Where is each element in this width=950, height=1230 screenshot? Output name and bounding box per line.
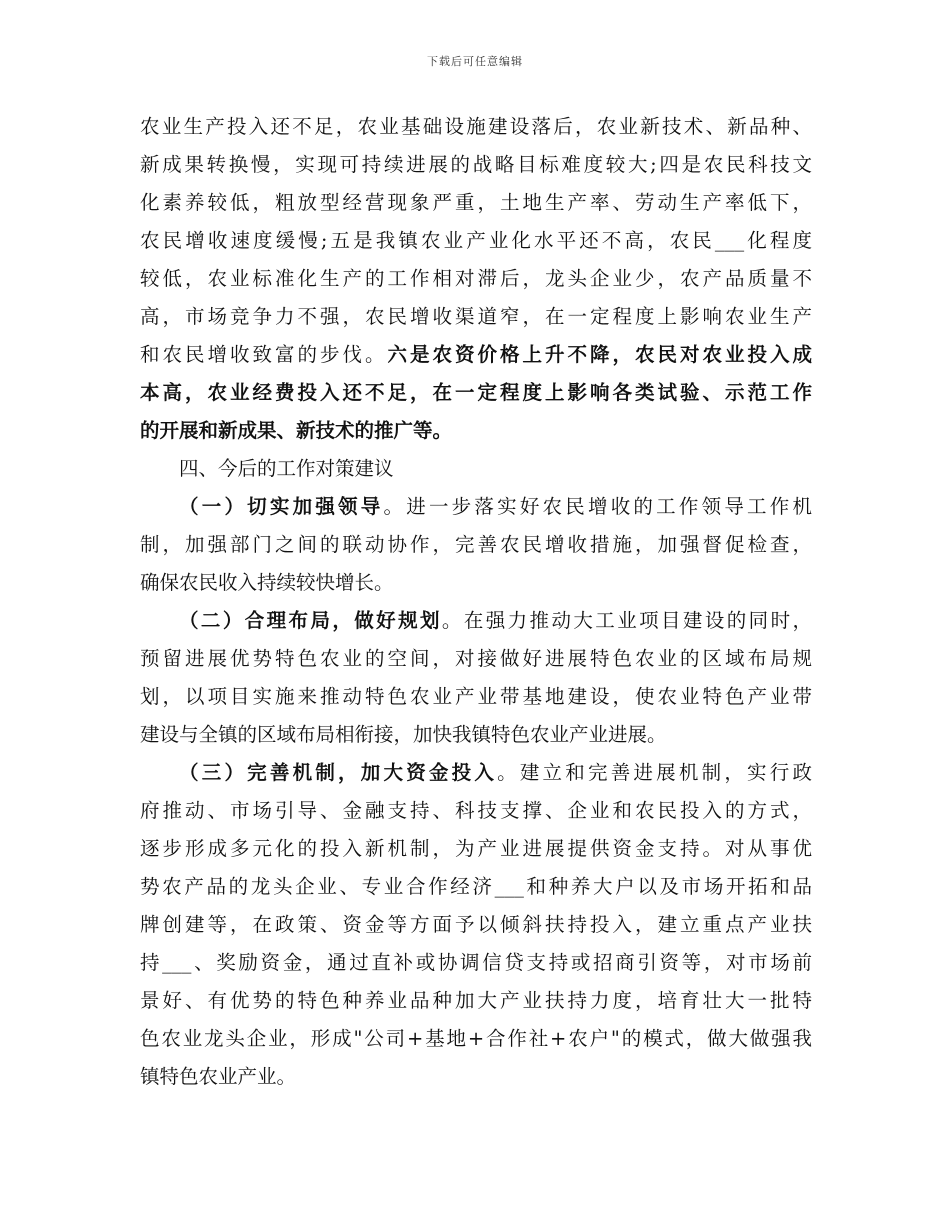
text-segment: 府推动、市场引导、金融支持、科技支撑、企业和农民投入的方式，	[140, 799, 812, 822]
text-segment: 较低，农业标准化生产的工作相对滞后，龙头企业少，农产品质量不	[140, 267, 812, 290]
text-segment: 农业生产投入还不足，农业基础设施建设落后，农业新技术、新品种、	[140, 115, 812, 138]
text-segment: 。进一步落实好农民增收的工作领导工作机	[383, 495, 812, 518]
text-segment: 确保农民收入持续较快增长。	[140, 571, 394, 594]
text-line	[140, 488, 812, 526]
text-segment: 持___、奖励资金，通过直补或协调信贷支持或招商引资等，对市场前	[140, 951, 812, 974]
text-segment: 和农民增收致富的步伐。	[140, 343, 388, 366]
text-line	[140, 906, 812, 944]
text-line	[140, 982, 812, 1020]
text-segment: 。在强力推动大工业项目建设的同时，	[441, 609, 812, 632]
text-line	[140, 830, 812, 868]
text-line	[140, 678, 812, 716]
text-segment: 农民增收速度缓慢;五是我镇农业产业化水平还不高，农民___化程度	[140, 229, 812, 252]
text-segment: 新成果转换慢，实现可持续进展的战略目标难度较大;四是农民科技文	[140, 153, 812, 176]
text-line	[140, 108, 812, 146]
document-body	[140, 108, 812, 1096]
text-segment: 建设与全镇的区域布局相衔接，加快我镇特色农业产业进展。	[140, 723, 667, 746]
text-line	[140, 1020, 812, 1058]
text-line	[140, 260, 812, 298]
text-segment: 划，以项目实施来推动特色农业产业带基地建设，使农业特色产业带	[140, 685, 812, 708]
text-segment: 牌创建等，在政策、资金等方面予以倾斜扶持投入，建立重点产业扶	[140, 913, 812, 936]
text-line	[140, 526, 812, 564]
text-segment: 四、今后的工作对策建议	[179, 457, 394, 480]
text-segment: 。建立和完善进展机制，实行政	[497, 761, 812, 784]
text-line	[140, 868, 812, 906]
text-line	[140, 602, 812, 640]
bold-text-segment: 的开展和新成果、新技术的推广等。	[140, 419, 453, 442]
text-segment: 高，市场竞争力不强，农民增收渠道窄，在一定程度上影响农业生产	[140, 305, 812, 328]
text-line	[140, 1058, 812, 1096]
bold-text-segment: 本高，农业经费投入还不足，在一定程度上影响各类试验、示范工作	[140, 381, 812, 404]
bold-text-segment: （二）合理布局，做好规划	[179, 609, 442, 632]
text-line	[140, 412, 812, 450]
text-line	[140, 716, 812, 754]
text-line	[140, 298, 812, 336]
text-segment: 制，加强部门之间的联动协作，完善农民增收措施，加强督促检查，	[140, 533, 812, 556]
text-segment: 景好、有优势的特色种养业品种加大产业扶持力度，培育壮大一批特	[140, 989, 812, 1012]
text-line	[140, 336, 812, 374]
text-line	[140, 184, 812, 222]
text-line	[140, 944, 812, 982]
text-segment: 化素养较低，粗放型经营现象严重，土地生产率、劳动生产率低下，	[140, 191, 812, 214]
text-line	[140, 374, 812, 412]
text-segment: 色农业龙头企业，形成"公司+基地+合作社+农户"的模式，做大做强我	[140, 1027, 812, 1050]
bold-text-segment: 六是农资价格上升不降，农民对农业投入成	[387, 343, 812, 366]
text-segment: 势农产品的龙头企业、专业合作经济___和种养大户以及市场开拓和品	[140, 875, 812, 898]
text-line	[140, 754, 812, 792]
text-line	[140, 564, 812, 602]
text-line	[140, 792, 812, 830]
text-segment: 逐步形成多元化的投入新机制，为产业进展提供资金支持。对从事优	[140, 837, 812, 860]
text-line	[140, 640, 812, 678]
bold-text-segment: （一）切实加强领导	[179, 495, 384, 518]
text-line	[140, 146, 812, 184]
page-header: 下载后可任意编辑	[427, 55, 523, 68]
text-line	[140, 450, 812, 488]
bold-text-segment: （三）完善机制，加大资金投入	[179, 761, 498, 784]
text-segment: 预留进展优势特色农业的空间，对接做好进展特色农业的区域布局规	[140, 647, 812, 670]
text-segment: 镇特色农业产业。	[140, 1065, 297, 1088]
text-line	[140, 222, 812, 260]
